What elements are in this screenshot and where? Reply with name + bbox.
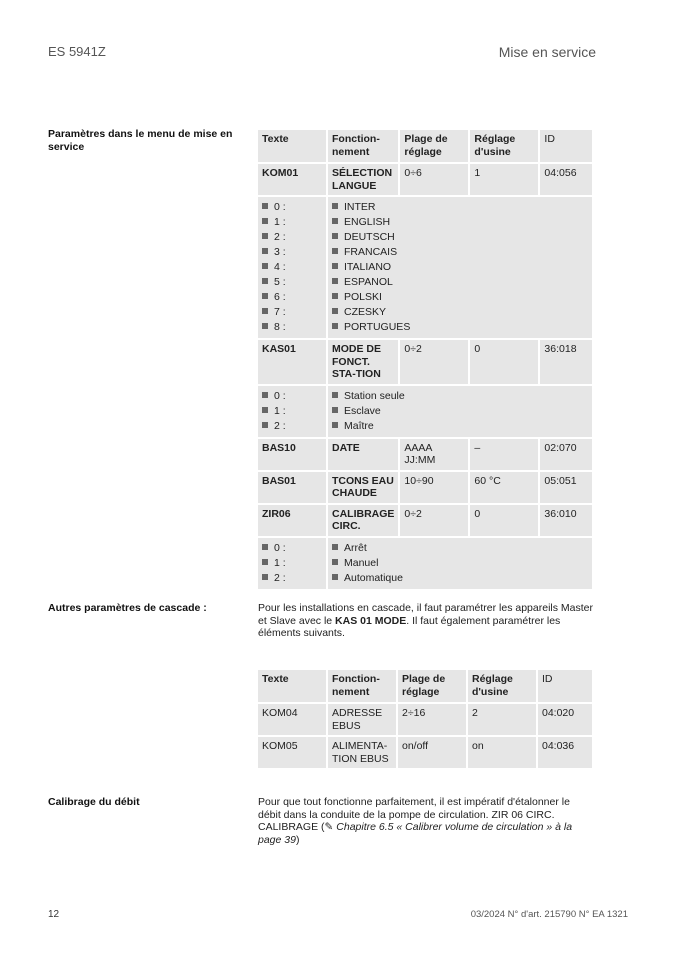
cell-fonction: ADRESSE EBUS: [328, 704, 396, 735]
bullet-icon: [332, 323, 338, 329]
bullet-icon: [262, 544, 268, 550]
footer-info: 03/2024 N° d'art. 215790 N° EA 1321: [470, 909, 628, 920]
cell-usine: 2: [468, 704, 536, 735]
table-row: [258, 737, 592, 768]
cell-usine: 0: [470, 340, 538, 384]
cell-texte: KOM01: [258, 164, 326, 195]
bullet-icon: [262, 278, 268, 284]
cell-usine: 1: [470, 164, 538, 195]
options-row-calibrage: [258, 538, 592, 589]
bullet-icon: [262, 407, 268, 413]
bullet-icon: [262, 308, 268, 314]
bullet-icon: [332, 422, 338, 428]
cell-usine: on: [468, 737, 536, 768]
chapter-link[interactable]: Chapitre 6.5 « Calibrer volume de circulation » à la page 39: [258, 821, 573, 846]
cell-id: 02:070: [540, 439, 592, 470]
cell-usine: 60 °C: [470, 472, 538, 503]
section3-label: Calibrage du débit: [48, 796, 140, 808]
bullet-icon: [262, 323, 268, 329]
header-doc-id: ES 5941Z: [48, 44, 106, 59]
cell-texte: BAS10: [258, 439, 326, 470]
table-row: [258, 704, 592, 735]
table-row: [258, 472, 592, 503]
cell-texte: BAS01: [258, 472, 326, 503]
cascade-table: [256, 668, 594, 770]
cell-plage: on/off: [398, 737, 466, 768]
bullet-icon: [332, 559, 338, 565]
bullet-icon: [262, 263, 268, 269]
header-usine: Réglage d'usine: [468, 670, 536, 702]
bullet-icon: [262, 293, 268, 299]
header-fonction: Fonction-nement: [328, 130, 398, 162]
bullet-icon: [332, 392, 338, 398]
cell-id: 05:051: [540, 472, 592, 503]
page-number: 12: [48, 909, 60, 920]
header-texte: Texte: [258, 130, 326, 162]
cell-id: 04:056: [540, 164, 592, 195]
cell-texte: ZIR06: [258, 505, 326, 536]
bullet-icon: [332, 248, 338, 254]
cell-texte: KAS01: [258, 340, 326, 384]
cell-plage: AAAA JJ:MM: [400, 439, 468, 470]
params-table: [256, 128, 594, 591]
section2-label: Autres paramètres de cascade :: [48, 602, 207, 614]
header-id: ID: [538, 670, 592, 702]
options-row-langue: [258, 197, 592, 338]
cell-texte: KOM05: [258, 737, 326, 768]
cell-plage: 2÷16: [398, 704, 466, 735]
options-nums: 0 : 1 : 2 :: [258, 386, 326, 437]
bullet-icon: [262, 574, 268, 580]
bullet-icon: [262, 392, 268, 398]
table-row: [258, 164, 592, 195]
header-section-title: Mise en service: [498, 44, 596, 60]
cell-plage: 10÷90: [400, 472, 468, 503]
options-labels: Arrêt Manuel Automatique: [328, 538, 592, 589]
options-nums: 0 : 1 : 2 : 3 : 4 : 5 : 6 : 7 : 8 :: [258, 197, 326, 338]
bullet-icon: [332, 263, 338, 269]
link-arrow-icon: ✎: [324, 821, 334, 833]
cell-fonction: CALIBRAGE CIRC.: [328, 505, 398, 536]
header-fonction: Fonction-nement: [328, 670, 396, 702]
bullet-icon: [262, 559, 268, 565]
cell-fonction: ALIMENTA-TION EBUS: [328, 737, 396, 768]
cell-fonction: MODE DE FONCT. STA-TION: [328, 340, 398, 384]
bullet-icon: [332, 203, 338, 209]
bullet-icon: [332, 308, 338, 314]
table-header-row: [258, 130, 592, 162]
bullet-icon: [262, 422, 268, 428]
bullet-icon: [262, 233, 268, 239]
bullet-icon: [332, 218, 338, 224]
options-nums: 0 : 1 : 2 :: [258, 538, 326, 589]
table-row: [258, 505, 592, 536]
cell-id: 04:036: [538, 737, 592, 768]
bullet-icon: [332, 278, 338, 284]
options-labels: INTER ENGLISH DEUTSCH FRANCAIS ITALIANO ESPANOL POLSKI CZESKY PORTUGUES: [328, 197, 592, 338]
cell-fonction: TCONS EAU CHAUDE: [328, 472, 398, 503]
cell-fonction: SÉLECTION LANGUE: [328, 164, 398, 195]
cell-id: 36:018: [540, 340, 592, 384]
bullet-icon: [332, 574, 338, 580]
bullet-icon: [332, 544, 338, 550]
table-row: [258, 439, 592, 470]
bullet-icon: [262, 203, 268, 209]
section1-label: Paramètres dans le menu de mise en service: [48, 128, 233, 153]
cell-plage: 0÷6: [400, 164, 468, 195]
table-row: [258, 340, 592, 384]
bullet-icon: [332, 407, 338, 413]
bullet-icon: [262, 248, 268, 254]
cell-plage: 0÷2: [400, 340, 468, 384]
cascade-paragraph: Pour les installations en cascade, il faut paramétrer les appareils Master et Slave avec le KAS 01 MODE. Il faut également paramétrer les éléments suivants.: [258, 602, 593, 639]
options-row-mode: [258, 386, 592, 437]
bullet-icon: [262, 218, 268, 224]
bullet-icon: [332, 293, 338, 299]
cell-usine: –: [470, 439, 538, 470]
calibrage-paragraph: Pour que tout fonctionne parfaitement, il est impératif d'étalonner le débit dans la conduite de la pompe de circulation. ZIR 06 CIRC. CALIBRAGE (✎ Chapitre 6.5 « Calibrer volume de circulation » à la page 39): [258, 796, 573, 846]
cell-plage: 0÷2: [400, 505, 468, 536]
cell-usine: 0: [470, 505, 538, 536]
options-labels: Station seule Esclave Maître: [328, 386, 592, 437]
cell-fonction: DATE: [328, 439, 398, 470]
header-plage: Plage de réglage: [400, 130, 468, 162]
cell-id: 04:020: [538, 704, 592, 735]
header-plage: Plage de réglage: [398, 670, 466, 702]
cell-texte: KOM04: [258, 704, 326, 735]
header-texte: Texte: [258, 670, 326, 702]
kas-mode-bold: KAS 01 MODE: [335, 614, 407, 627]
header-usine: Réglage d'usine: [470, 130, 538, 162]
header-id: ID: [540, 130, 592, 162]
table-header-row: [258, 670, 592, 702]
cell-id: 36:010: [540, 505, 592, 536]
bullet-icon: [332, 233, 338, 239]
